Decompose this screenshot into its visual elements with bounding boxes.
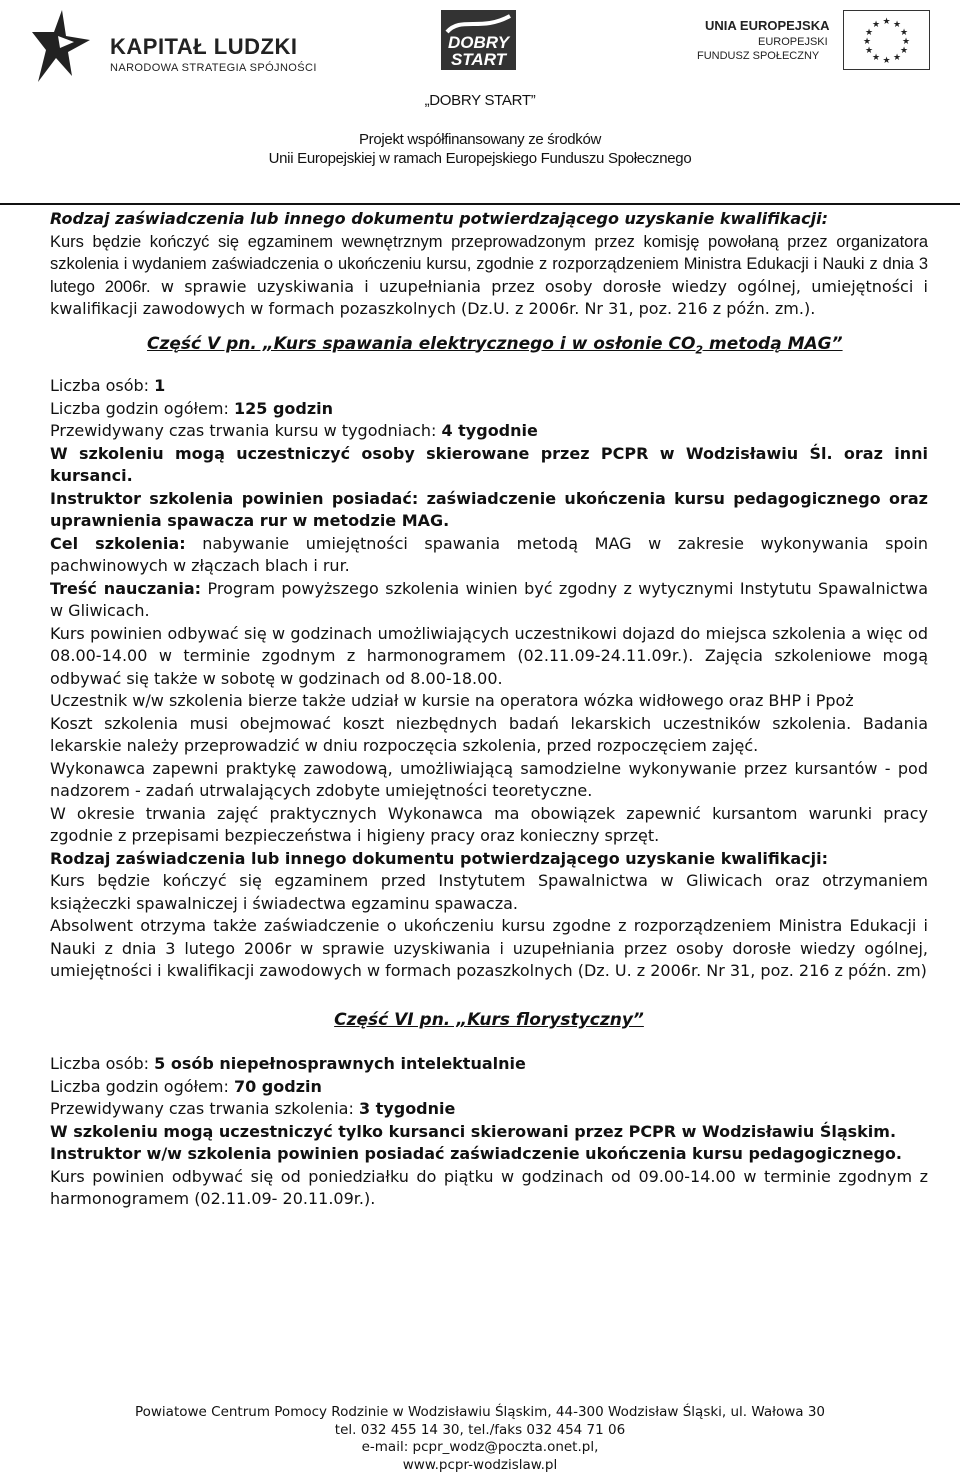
part5-content-label: Treść nauczania: (50, 578, 202, 598)
dobry-start-line1: DOBRY (447, 33, 510, 52)
svg-text:★: ★ (864, 46, 874, 56)
part6-title: Część VI pn. „Kurs florystyczny” (334, 1009, 644, 1030)
part5-hours-label: Liczba godzin ogółem: (50, 398, 234, 418)
dobry-start-line2: START (450, 50, 507, 69)
part5-persons (50, 375, 928, 398)
svg-text:★: ★ (892, 20, 902, 30)
footer-website[interactable]: www.pcpr-wodzislaw.pl (402, 1456, 558, 1473)
part5-practice: Wykonawca zapewni praktykę zawodową, umożliwiającą samodzielne wykonywanie przez kursantów - pod nadzorem - zadań utrwalających zdobyte umiejętności teoretyczne. (50, 758, 928, 801)
part5-title-main: Część V pn. „Kurs spawania elektrycznego i w osłonie CO (147, 333, 696, 354)
part5-medical: Koszt szkolenia musi obejmować koszt niezbędnych badań lekarskich uczestników szkolenia. Badania lekarskie należy przeprowadzić w dniu rozpoczęcia szkolenia, przed rozpoczęciem zajęć. (50, 713, 928, 756)
part5-duration-value: 4 tygodnie (441, 421, 538, 441)
svg-text:★: ★ (899, 28, 909, 38)
part5-title (50, 333, 928, 362)
part6-persons-label: Liczba osób: (50, 1054, 155, 1074)
part5-cert-text: Kurs będzie kończyć się egzaminem przed Instytutem Spawalnictwa w Gliwicach oraz otrzymaniem książeczki spawalniczej i świadectwa egzaminu spawacza. (50, 871, 928, 913)
part6-schedule: Kurs powinien odbywać się od poniedziałku do piątku w godzinach od 09.00-14.00 w terminie zgodnym z harmonogramem (02.11.09- 20.11.09r.). (50, 1166, 928, 1209)
part5-content-text: Program powyższego szkolenia winien być zgodny z wytycznymi Instytutu Spawalnictwa w Gliwicach. (50, 578, 929, 621)
page-header (0, 0, 960, 205)
part5-schedule: Kurs powinien odbywać się w godzinach umożliwiających uczestnikowi dojazd do miejsca szkolenia a więc od 08.00-14.00 w terminie zgodnym z harmonogramem (02.11.09-24.11.09r.). Zajęcia szkoleniowe mogą odbywać się także w sobotę w godzinach od 8.00-18.00. (50, 623, 928, 688)
footer-address: Powiatowe Centrum Pomocy Rodzinie w Wodzisławiu Śląskim, 44-300 Wodzisław Śląski, ul. Wałowa 30 (134, 1404, 826, 1420)
part5-hours-value: 125 godzin (233, 398, 334, 418)
eu-title: UNIA EUROPEJSKA (705, 18, 830, 33)
svg-text:★: ★ (871, 53, 881, 63)
part6-persons-value: 5 osób niepełnosprawnych intelektualnie (154, 1054, 526, 1074)
part5-goal-label: Cel szkolenia: (50, 533, 186, 553)
eu-fund-line2: FUNDUSZ SPOŁECZNY (697, 50, 820, 62)
svg-text:★: ★ (901, 37, 911, 47)
part5-safety: W okresie trwania zajęć praktycznych Wykonawca ma obowiązek zapewnić kursantom warunki pracy zgodnie z przepisami bezpieczeństwa i higieny pracy oraz konieczny sprzęt. (50, 803, 928, 846)
header-divider (0, 203, 960, 205)
svg-text:★: ★ (882, 56, 891, 66)
kapital-ludzki-star-icon (28, 6, 108, 88)
part5-title-subscript: 2 (695, 342, 704, 356)
kapital-ludzki-title: KAPITAŁ LUDZKI (110, 34, 298, 59)
footer-phone: tel. 032 455 14 30, tel./faks 032 454 71 06 (334, 1421, 626, 1438)
page-footer (0, 1404, 960, 1474)
svg-text:★: ★ (892, 53, 902, 63)
part6-hours-label: Liczba godzin ogółem: (50, 1076, 234, 1096)
prev-cert-text-b: w sprawie uzyskiwania i uzupełniania przez osoby dorosłe wiedzy ogólnej, umiejętności i kwalifikacji zawodowych w formach pozaszkolnych (Dz.U. z 2006r. Nr 31, poz. 216 z późn. zm.). (50, 276, 928, 318)
part6-participants: W szkoleniu mogą uczestniczyć tylko kursanci skierowani przez PCPR w Wodzisławiu Śląskim. (50, 1121, 897, 1141)
road-icon (441, 12, 516, 34)
part5-persons-label: Liczba osób: (50, 376, 155, 396)
part5-goal (50, 533, 928, 578)
svg-text:★: ★ (864, 28, 874, 38)
part6-duration (50, 1098, 928, 1121)
part5-duration-label: Przewidywany czas trwania kursu w tygodniach: (50, 421, 442, 441)
svg-text:★: ★ (882, 17, 891, 27)
part5-title-end: metodą MAG” (703, 333, 843, 354)
part6-instructor: Instruktor w/w szkolenia powinien posiadać zaświadczenie ukończenia kursu pedagogicznego. (50, 1144, 902, 1164)
part5-content (50, 578, 928, 623)
eu-fund-line1: EUROPEJSKI (758, 36, 828, 48)
part5-graduate: Absolwent otrzyma także zaświadczenie o ukończeniu kursu zgodne z rozporządzeniem Ministra Edukacji i Nauki z dnia 3 lutego 2006r w sprawie uzyskiwania i uzupełniania przez osoby dorosłe wiedzy ogólnej, umiejętności i kwalifikacji zawodowych w formach pozaszkolnych (Dz. U. z 2006r. Nr 31, poz. 216 z późn. zm) (50, 916, 928, 981)
footer-email[interactable]: e-mail: pcpr_wodz@poczta.onet.pl, (361, 1439, 599, 1455)
part5-cert-heading: Rodzaj zaświadczenia lub innego dokumentu potwierdzającego uzyskanie kwalifikacji: (50, 848, 829, 868)
part5-participants: W szkoleniu mogą uczestniczyć osoby skierowane przez PCPR w Wodzisławiu Śl. oraz inni kursanci. (50, 443, 928, 486)
part5-instructor: Instruktor szkolenia powinien posiadać: zaświadczenie ukończenia kursu pedagogicznego oraz uprawnienia spawacza rur w metodzie MAG. (50, 488, 928, 531)
dobry-start-logo (441, 10, 516, 70)
part6-duration-value: 3 tygodnie (358, 1099, 456, 1119)
prev-cert-heading: Rodzaj zaświadczenia lub innego dokumentu potwierdzającego uzyskanie kwalifikacji: (50, 209, 828, 228)
document-body (50, 208, 928, 1211)
part5-persons-value: 1 (154, 376, 166, 396)
prev-cert-text (50, 231, 928, 321)
part6-persons (50, 1053, 928, 1076)
kapital-ludzki-subtitle: NARODOWA STRATEGIA SPÓJNOŚCI (110, 62, 317, 74)
svg-text:★: ★ (899, 46, 909, 56)
part5-duration (50, 420, 928, 443)
svg-text:★: ★ (862, 37, 872, 47)
part5-extra-course: Uczestnik w/w szkolenia bierze także udział w kursie na operatora wózka widłowego oraz BHP i Ppoż (50, 691, 854, 711)
part5-goal-text: nabywanie umiejętności spawania metodą MAG w zakresie wykonywania spoin pachwinowych w złączach blach i rur. (50, 533, 929, 576)
part6-duration-label: Przewidywany czas trwania szkolenia: (50, 1099, 359, 1119)
part5-hours (50, 398, 928, 421)
kapital-ludzki-logo (28, 6, 328, 88)
part6-hours-value: 70 godzin (233, 1076, 322, 1096)
prev-cert-text-a: Kurs będzie kończyć się egzaminem wewnętrznym przeprowadzonym przez komisję powołaną przez organizatora szkolenia i wydaniem zaświadczenia o ukończeniu kursu, zgodnie z rozporządzeniem Ministra Edukacji i Nauki z dnia 3 lutego 2006r. (50, 232, 928, 296)
project-name: „DOBRY START” (424, 92, 536, 109)
cofinance-line2: Unii Europejskiej w ramach Europejskiego Funduszu Społecznego (268, 150, 692, 167)
part6-hours (50, 1076, 928, 1099)
eu-flag-icon (843, 10, 930, 70)
cofinance-line1: Projekt współfinansowany ze środków (358, 131, 602, 148)
svg-text:★: ★ (871, 20, 881, 30)
